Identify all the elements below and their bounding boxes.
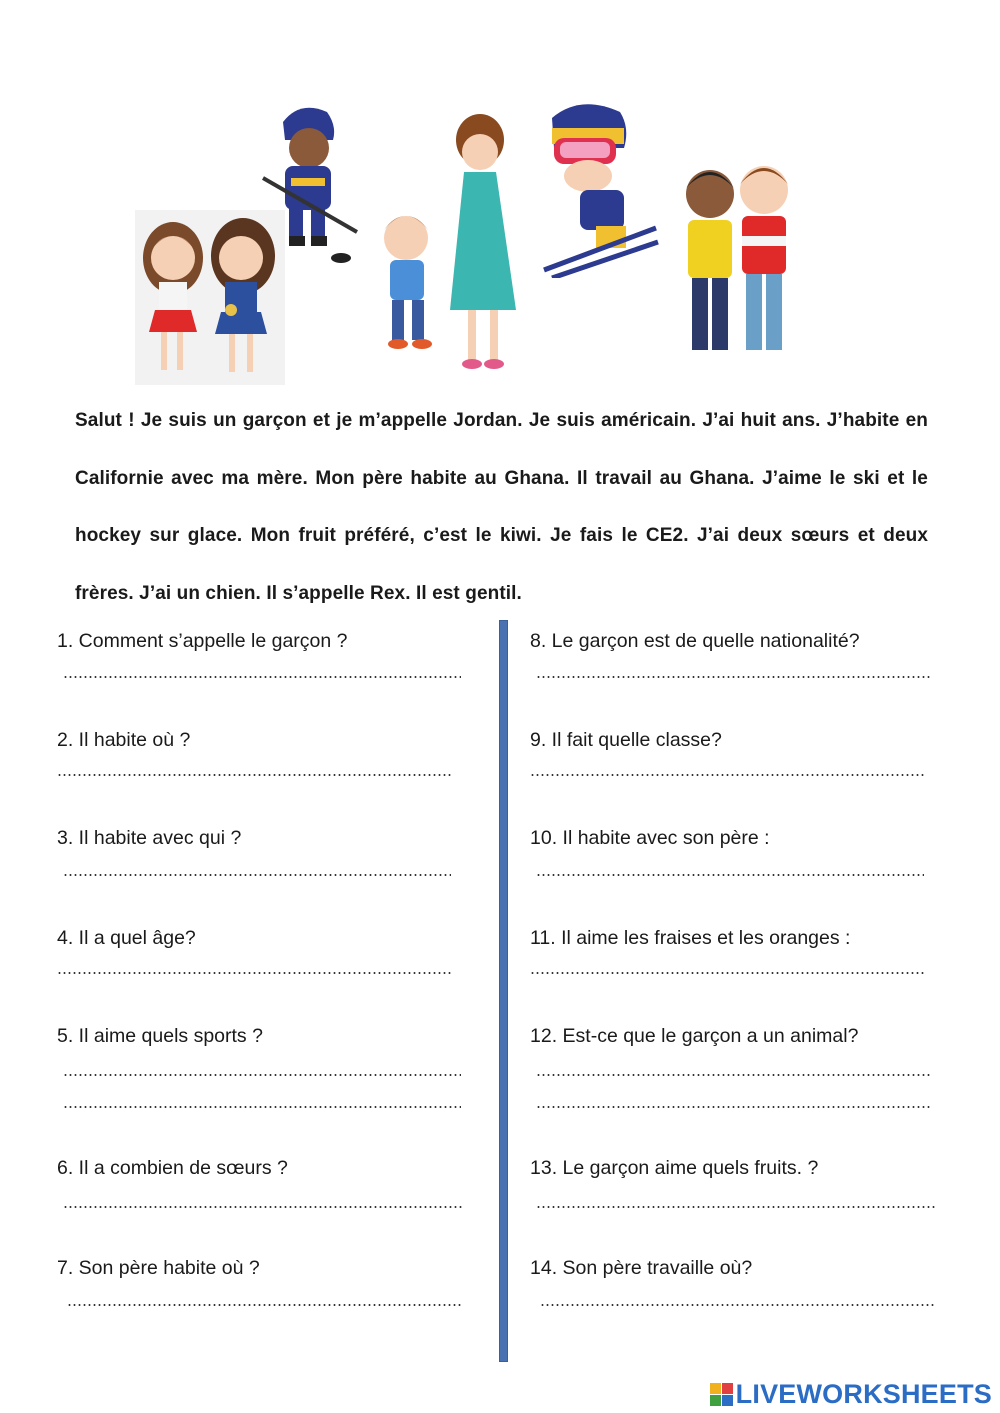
answer-line-6[interactable]: [63, 1206, 463, 1208]
mother-and-son-illustration: [368, 110, 538, 372]
answer-line-7[interactable]: [67, 1304, 461, 1306]
logo-text: LIVEWORKSHEETS: [735, 1378, 992, 1409]
passage-line-3: ski et le hockey sur glace. Mon fruit préféré, c’est le kiwi. Je fais le CE2. J’ai deux sœurs: [75, 467, 928, 546]
question-5: 5. Il aime quels sports ?: [57, 1025, 263, 1047]
answer-line-12a[interactable]: [536, 1074, 930, 1076]
question-4: 4. Il a quel âge?: [57, 927, 196, 949]
two-boys-illustration: [672, 160, 812, 360]
answer-line-2[interactable]: [57, 774, 451, 776]
question-2: 2. Il habite où ?: [57, 729, 191, 751]
passage-line-4: et deux frères. J’ai un chien. Il s’appelle Rex. Il est gentil.: [75, 525, 928, 604]
answer-line-8[interactable]: [536, 676, 930, 678]
question-6: 6. Il a combien de sœurs ?: [57, 1157, 288, 1179]
reading-passage: [75, 392, 928, 622]
liveworksheets-logo: [710, 1379, 992, 1409]
question-11: 11. Il aime les fraises et les oranges :: [530, 927, 851, 949]
answer-line-10[interactable]: [536, 874, 924, 876]
question-12: 12. Est-ce que le garçon a un animal?: [530, 1025, 859, 1047]
hockey-player-illustration: [255, 100, 370, 265]
answer-line-9[interactable]: [530, 774, 924, 776]
answer-line-4[interactable]: [57, 972, 451, 974]
answer-line-12b[interactable]: [536, 1106, 930, 1108]
question-3: 3. Il habite avec qui ?: [57, 827, 242, 849]
answer-line-5b[interactable]: [63, 1106, 461, 1108]
illustrations: [0, 0, 1000, 390]
skier-illustration: [540, 98, 660, 278]
passage-line-1: Salut ! Je suis un garçon et je m’appelle Jordan. Je suis américain. J’ai huit ans. J’habite: [75, 410, 900, 431]
answer-line-1[interactable]: [63, 676, 461, 678]
answer-line-11[interactable]: [530, 972, 924, 974]
answer-line-3[interactable]: [63, 874, 451, 876]
question-9: 9. Il fait quelle classe?: [530, 729, 722, 751]
question-14: 14. Son père travaille où?: [530, 1257, 753, 1279]
passage-line-2: en Californie avec ma mère. Mon père habite au Ghana. Il travail au Ghana. J’aime le: [75, 410, 928, 489]
logo-mark-icon: [710, 1383, 733, 1406]
answer-line-5a[interactable]: [63, 1074, 461, 1076]
column-divider: [499, 620, 508, 1362]
answer-line-14[interactable]: [540, 1304, 934, 1306]
question-10: 10. Il habite avec son père :: [530, 827, 770, 849]
question-7: 7. Son père habite où ?: [57, 1257, 260, 1279]
question-13: 13. Le garçon aime quels fruits. ?: [530, 1157, 819, 1179]
question-1: 1. Comment s’appelle le garçon ?: [57, 630, 348, 652]
question-8: 8. Le garçon est de quelle nationalité?: [530, 630, 860, 652]
answer-line-13[interactable]: [536, 1206, 936, 1208]
